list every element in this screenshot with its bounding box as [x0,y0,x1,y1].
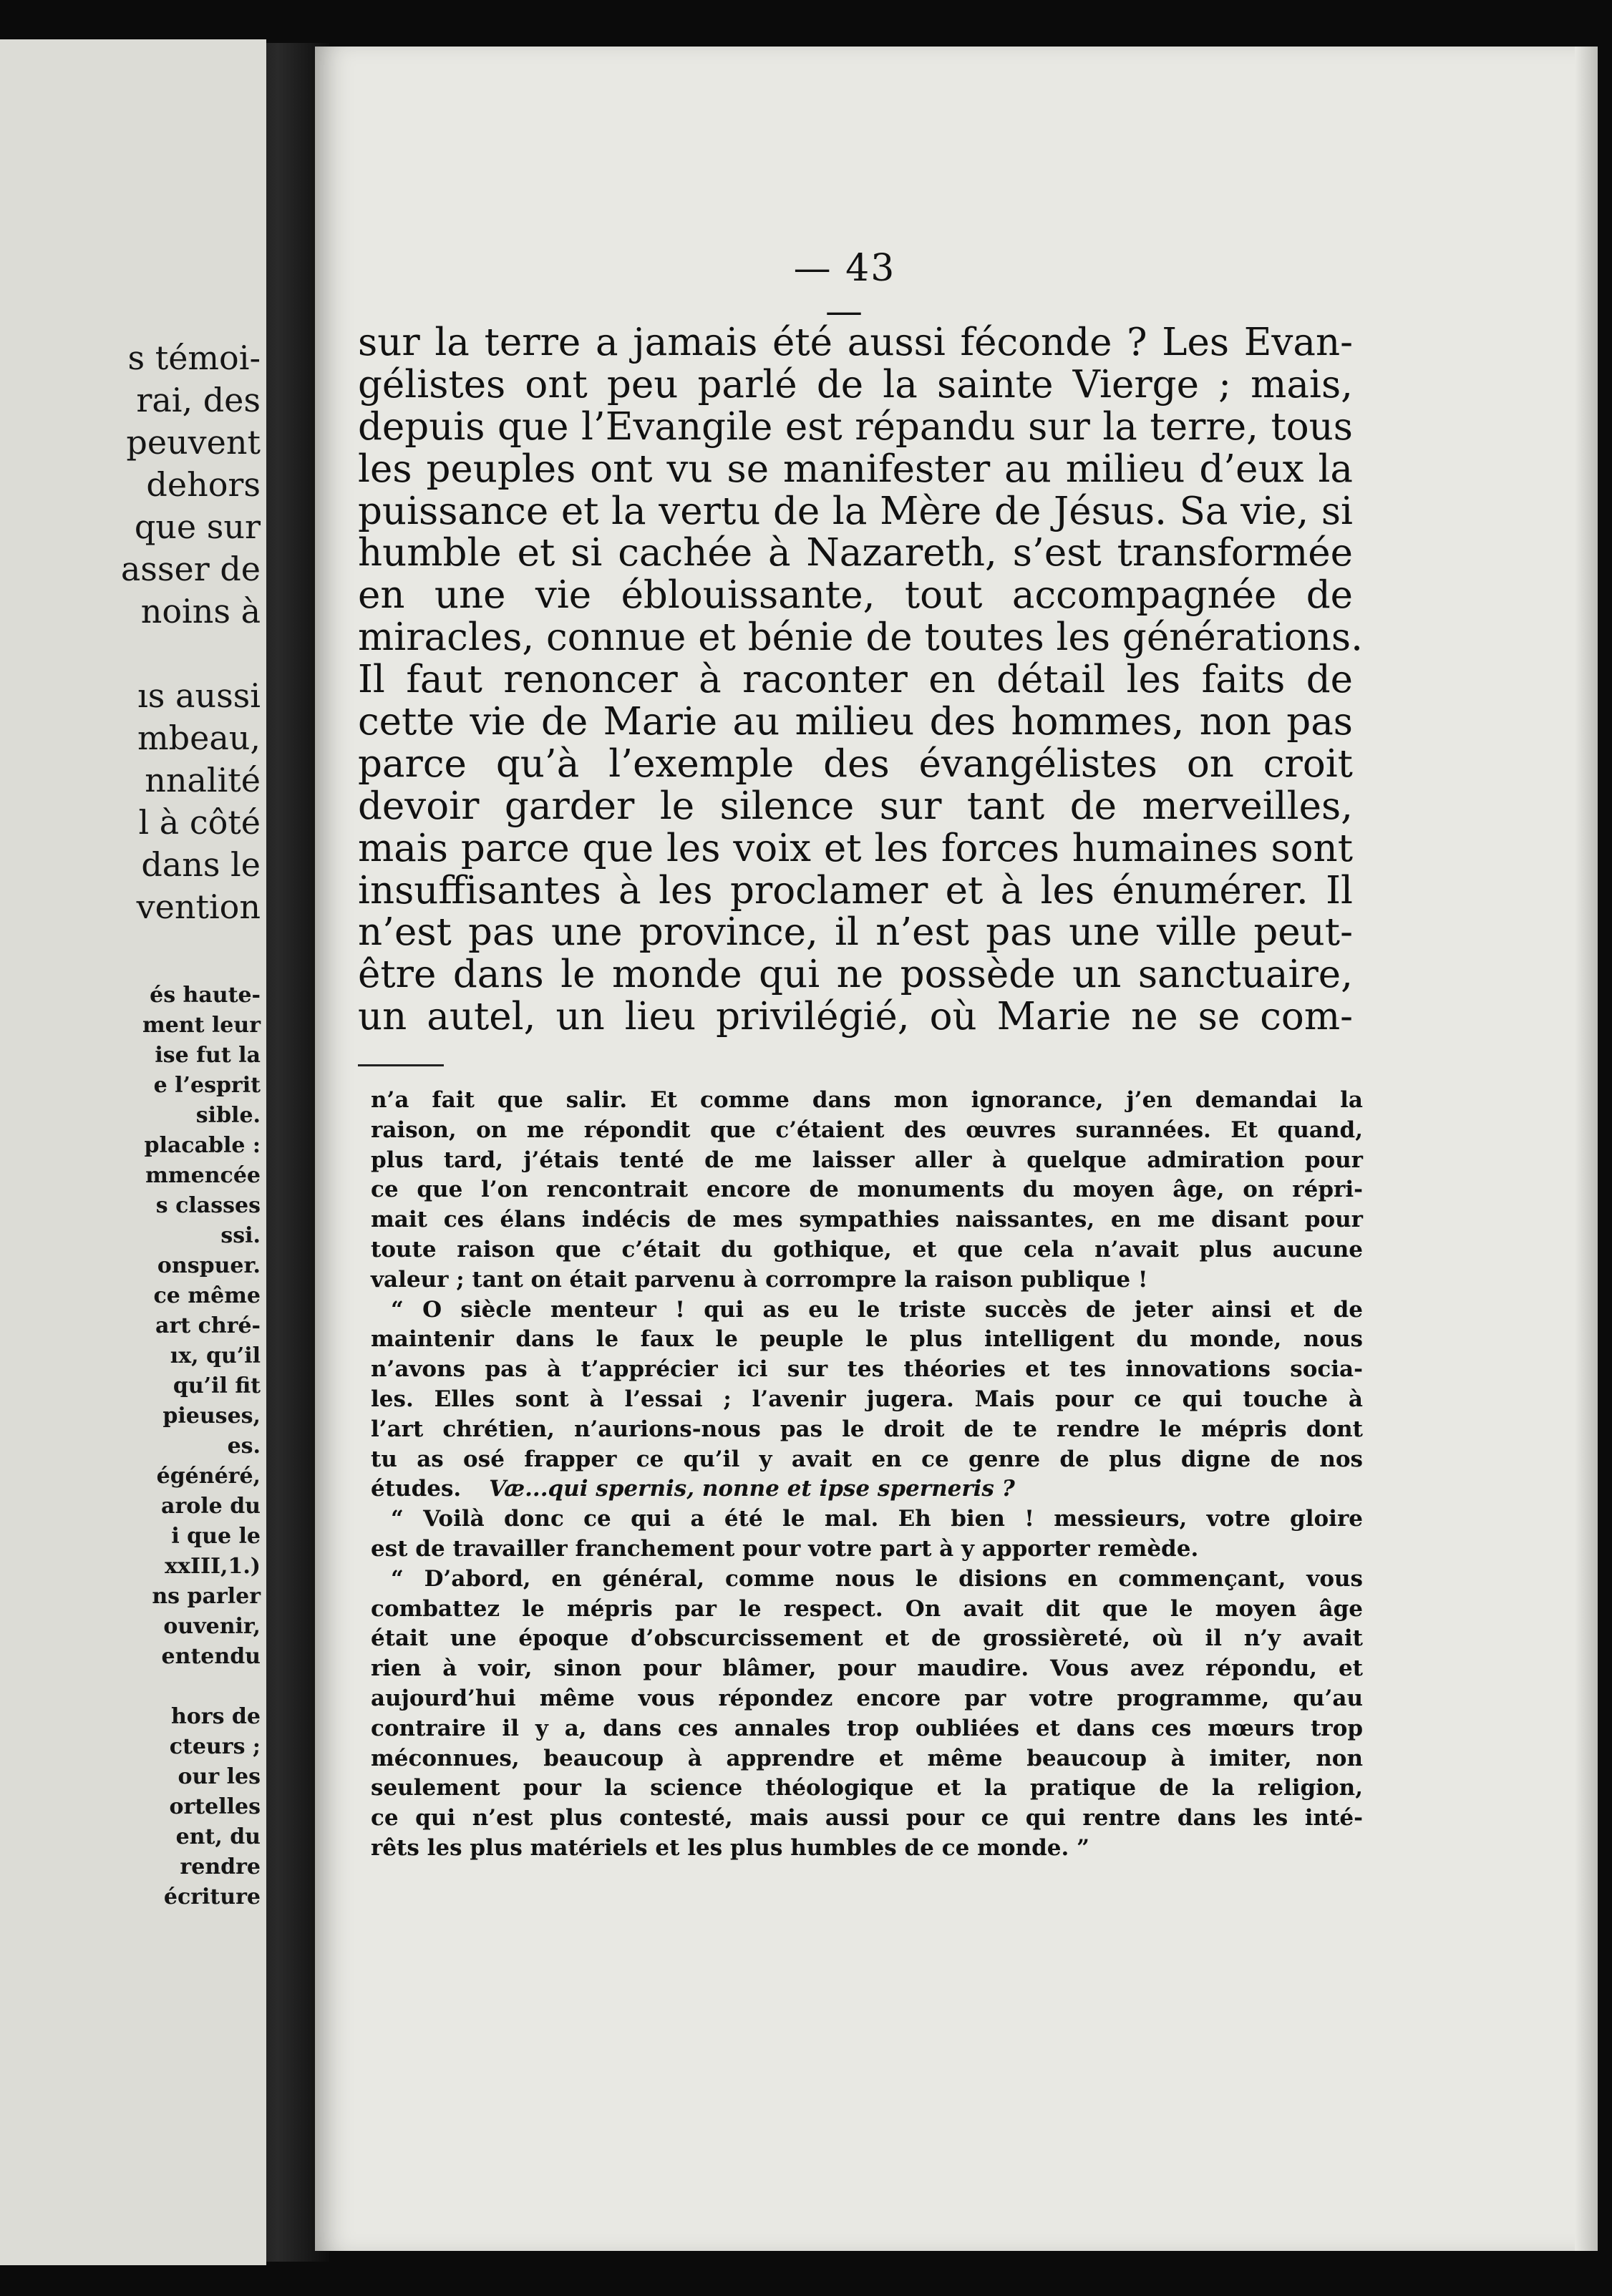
footnote-line: l’art chrétien, n’aurions-nous pas le droit de te rendre le mépris dont [371,1416,1363,1442]
text-line: un autel, un lieu privilégié, où Marie ne se com- [358,995,1353,1039]
left-fragment: pieuses, [162,1404,261,1429]
footnote-line: était une époque d’obscurcissement et de grossièreté, où il n’y avait [371,1625,1363,1652]
text-line: sur la terre a jamais été aussi féconde ? Les Evan- [358,321,1353,364]
footnote-line: rien à voir, sinon pour blâmer, pour maudire. Vous avez répondu, et [371,1655,1363,1682]
left-fragment: ortelles [169,1794,261,1819]
text-line: miracles, connue et bénie de toutes les générations. [358,616,1363,660]
left-fragment: ns parler [152,1584,261,1609]
text-line: depuis que l’Evangile est répandu sur la terre, tous [358,404,1353,449]
left-fragment: xxIII,1.) [165,1554,261,1579]
left-fragment: art chré- [155,1313,261,1338]
left-fragment: ıx, qu’il [170,1343,261,1368]
left-fragment: écriture [163,1884,261,1910]
left-fragment: l à côté [138,803,261,842]
left-fragment: our les [178,1764,261,1789]
left-fragment: hors de [170,1704,261,1729]
left-fragment: nnalité [145,761,261,799]
footnote-line: maintenir dans le faux le peuple le plus intelligent du monde, nous [371,1326,1363,1353]
footnote-line: n’avons pas à t’apprécier ici sur tes théories et tes innovations socia- [371,1356,1363,1383]
left-fragment: s témoi- [127,339,261,377]
footnote-line: valeur ; tant on était parvenu à corrompre la raison publique ! [371,1266,1148,1293]
text-line: en une vie éblouissante, tout accompagnée de [358,573,1353,618]
left-fragment: rendre [180,1854,261,1879]
text-line: humble et si cachée à Nazareth, s’est transformée [358,531,1353,575]
footnote-line: raison, on me répondit que c’étaient des œuvres surannées. Et quand, [371,1117,1363,1143]
left-fragment: ise fut la [155,1043,261,1068]
text-line: mais parce que les voix et les forces humaines sont [358,826,1353,870]
latin-quote: Væ...qui spernis, nonne et ipse sperneris ? [489,1476,1015,1502]
text-line: être dans le monde qui ne possède un sanctuaire, [358,953,1353,997]
left-fragment: entendu [161,1644,261,1669]
footnote-line [371,1474,1363,1504]
left-fragment: arole du [161,1494,261,1519]
left-fragment: ent, du [175,1824,261,1849]
left-fragment: mbeau, [137,719,261,757]
left-fragment: ssi. [220,1223,261,1248]
left-fragment: que sur [134,507,261,546]
text-line: parce qu’à l’exemple des évangélistes on croit [358,741,1353,786]
left-fragment: asser de [120,550,261,588]
left-fragment: dehors [146,465,261,504]
footnote-block [371,1086,1363,1864]
text-line: gélistes ont peu parlé de la sainte Vierge ; mais, [358,362,1353,407]
left-fragment: rai, des [136,381,261,419]
text-line: cette vie de Marie au milieu des hommes, non pas [358,700,1353,744]
main-body-text [358,321,1363,1039]
footnote-line: mait ces élans indécis de mes sympathies naissantes, en me disant pour [371,1207,1363,1233]
footnote-line: ce que l’on rencontrait encore de monuments du moyen âge, on répri- [371,1177,1363,1203]
footnote-line: plus tard, j’étais tenté de me laisser aller à quelque admiration pour [371,1147,1363,1173]
footnote-line: n’a fait que salir. Et comme dans mon ignorance, j’en demandai la [371,1087,1363,1113]
left-fragment: mmencée [145,1163,261,1188]
text-line: Il faut renoncer à raconter en détail les faits de [358,658,1353,702]
footnote-line: est de travailler franchement pour votre part à y apporter remède. [371,1535,1199,1562]
left-fragment: qu’il fit [173,1373,261,1398]
left-fragment: égénéré, [156,1464,261,1489]
left-fragment: i que le [171,1524,261,1549]
footnote-line: “ D’abord, en général, comme nous le disions en commençant, vous [391,1565,1363,1592]
footnote-line: toute raison que c’était du gothique, et que cela n’avait plus aucune [371,1236,1363,1263]
footnote-line: ce qui n’est plus contesté, mais aussi pour ce qui rentre dans les inté- [371,1805,1363,1832]
left-fragment: sible. [195,1103,261,1128]
left-fragment: ouvenir, [163,1614,261,1639]
left-fragment: e l’esprit [153,1073,261,1098]
left-fragment: noins à [140,592,261,631]
footnote-text: études. [371,1476,462,1502]
footnote-line: “ O siècle menteur ! qui as eu le triste succès de jeter ainsi et de [391,1296,1363,1323]
footnote-line: “ Voilà donc ce qui a été le mal. Eh bien ! messieurs, votre gloire [391,1506,1363,1532]
footnote-line: tu as osé frapper ce qu’il y avait en ce genre de plus digne de nos [371,1446,1363,1472]
left-fragment: ıs aussi [137,676,261,715]
footnote-line: méconnues, beaucoup à apprendre et même beaucoup à imiter, non [371,1745,1363,1771]
left-fragment: cteurs ; [169,1734,261,1759]
text-line: n’est pas une province, il n’est pas une ville peut- [358,910,1353,955]
left-fragment: vention [136,887,261,926]
footnote-line: combattez le mépris par le respect. On avait dit que le moyen âge [371,1595,1363,1622]
left-fragment: onspuer. [157,1253,261,1278]
footnote-line: aujourd’hui même vous répondez encore par votre programme, qu’au [371,1685,1363,1711]
footnote-line: seulement pour la science théologique et la pratique de la religion, [371,1775,1363,1801]
left-fragment: es. [227,1434,261,1459]
text-line: les peuples ont vu se manifester au milieu d’eux la [358,447,1353,491]
left-fragment: ment leur [142,1013,261,1038]
left-fragment: peuvent [126,423,261,462]
footnote-divider [358,1064,444,1066]
footnote-line: les. Elles sont à l’essai ; l’avenir jugera. Mais pour ce qui touche à [371,1386,1363,1412]
left-fragment: s classes [155,1193,261,1218]
left-page-edge [0,39,266,2265]
left-fragment: ce même [153,1283,261,1308]
left-fragment: és haute- [150,983,261,1008]
text-line: insuffisantes à les proclamer et à les énumérer. Il [358,868,1353,913]
page-number: — 43 — [793,247,896,333]
footnote-line: rêts les plus matériels et les plus humbles de ce monde. ” [371,1834,1089,1861]
text-line: puissance et la vertu de la Mère de Jésus. Sa vie, si [358,489,1353,533]
page-edge-shadow [1575,47,1598,2251]
footnote-line: contraire il y a, dans ces annales trop oubliées et dans ces mœurs trop [371,1715,1363,1741]
text-line: devoir garder le silence sur tant de merveilles, [358,784,1353,828]
left-fragment: placable : [144,1133,261,1158]
left-fragment: dans le [141,845,261,884]
